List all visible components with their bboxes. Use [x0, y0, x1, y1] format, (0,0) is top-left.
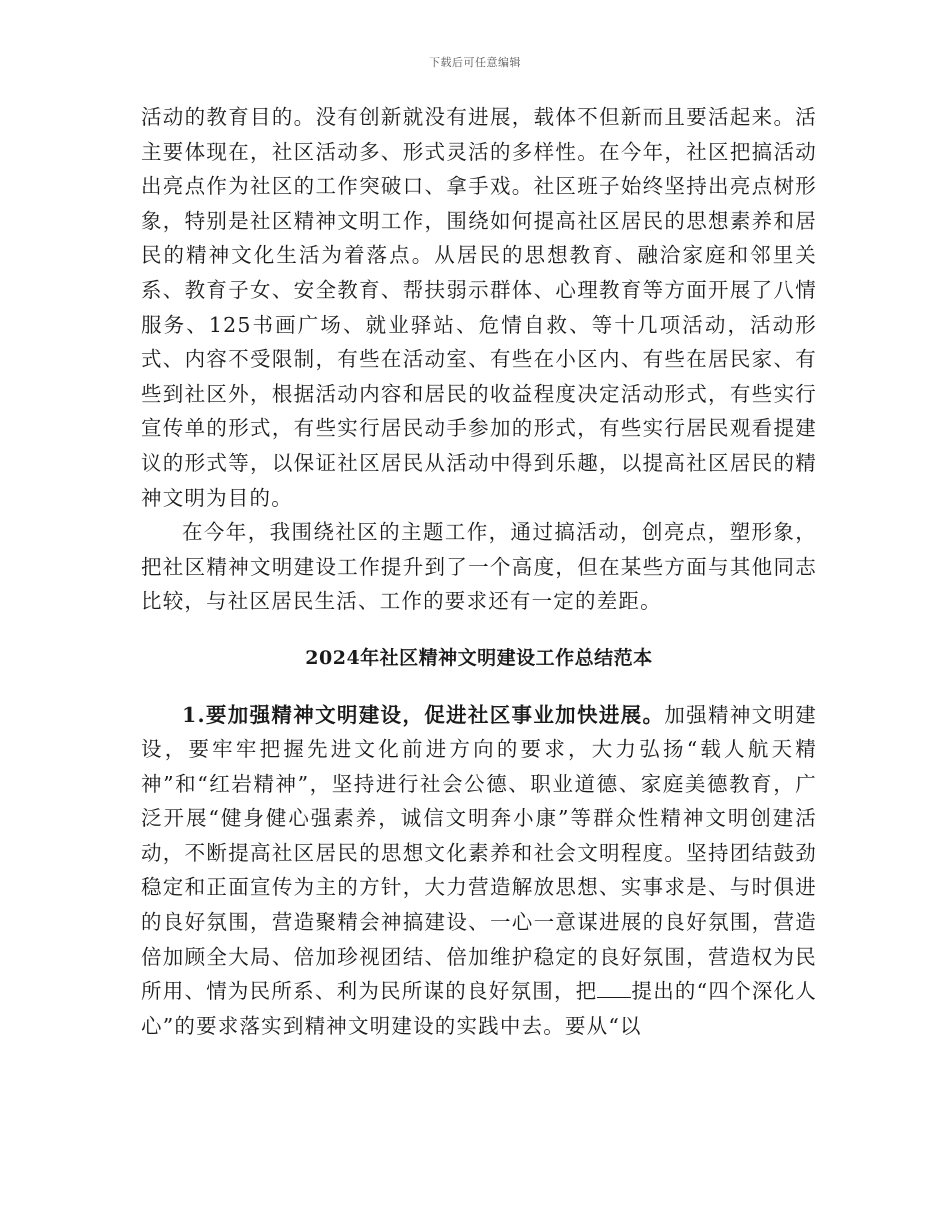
- section-body-text-continued: 提出的“四个深化人心”的要求落实到精神文明建设的实践中去。要从“以: [141, 979, 818, 1038]
- paragraph-continuation: 活动的教育目的。没有创新就没有进展，载体不但新而且要活起来。活主要体现在，社区活动多、形式灵活的多样性。在今年，社区把搞活动出亮点作为社区的工作突破口、拿手戏。社区班子始终坚持出亮点树形象，特别是社区精神文明工作，围绕如何提高社区居民的思想素养和居民的精神文化生活为着落点。从居民的思想教育、融洽家庭和邻里关系、教育子女、安全教育、帮扶弱示群体、心理教育等方面开展了八情服务、125书画广场、就业驿站、危情自救、等十几项活动，活动形式、内容不受限制，有些在活动室、有些在小区内、有些在居民家、有些到社区外，根据活动内容和居民的收益程度决定活动形式，有些实行宣传单的形式，有些实行居民动手参加的形式，有些实行居民观看提建议的形式等，以保证社区居民从活动中得到乐趣，以提高社区居民的精神文明为目的。: [141, 105, 817, 510]
- fill-in-blank: [597, 977, 631, 998]
- page-header: 下载后可任意编辑: [429, 56, 521, 69]
- section-lead-heading: 1.要加强精神文明建设，促进社区事业加快进展。: [182, 702, 665, 727]
- section-title: 2024年社区精神文明建设工作总结范本: [305, 646, 653, 669]
- document-body: [141, 100, 817, 1043]
- section-paragraph-1: [141, 698, 817, 1044]
- paragraph-summary: 在今年，我围绕社区的主题工作，通过搞活动，创亮点，塑形象，把社区精神文明建设工作提升到了一个高度，但在某些方面与其他同志比较，与社区居民生活、工作的要求还有一定的差距。: [141, 520, 817, 614]
- section-body-text: 加强精神文明建设，要牢牢把握先进文化前进方向的要求，大力弘扬“载人航天精神”和“红岩精神”，坚持进行社会公德、职业道德、家庭美德教育，广泛开展“健身健心强素养，诚信文明奔小康”等群众性精神文明创建活动，不断提高社区居民的思想文化素养和社会文明程度。坚持团结鼓劲稳定和正面宣传为主的方针，大力营造解放思想、实事求是、与时俱进的良好氛围，营造聚精会神搞建设、一心一意谋进展的良好氛围，营造倍加顾全大局、倍加珍视团结、倍加维护稳定的良好氛围，营造权为民所用、情为民所系、利为民所谋的良好氛围，把: [141, 702, 817, 1004]
